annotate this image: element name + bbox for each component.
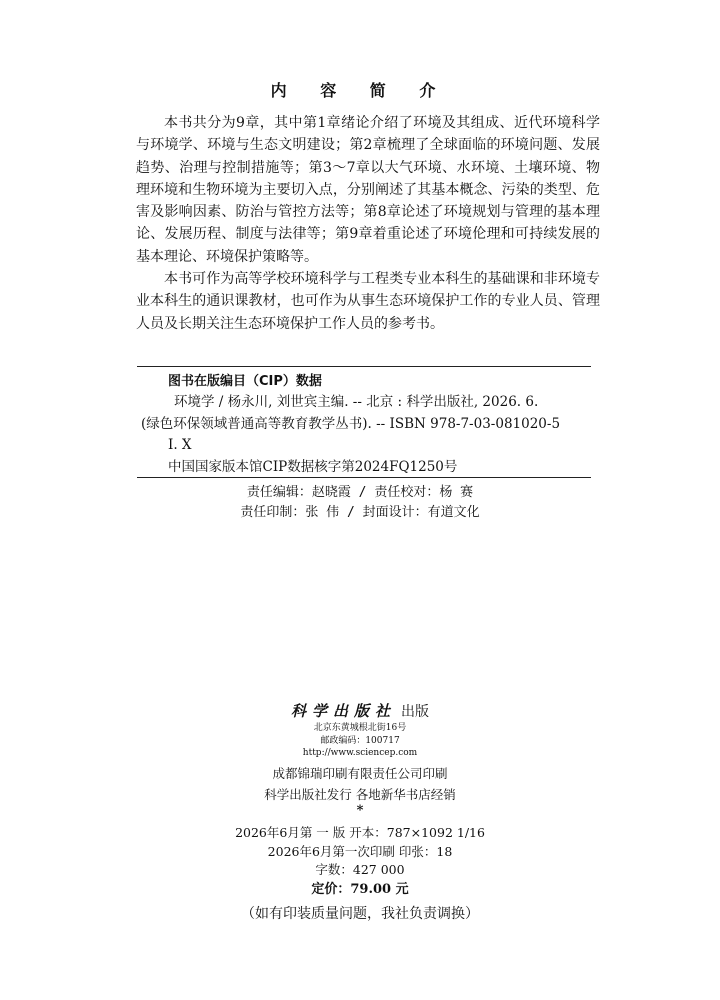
cip-line-1: 环境学 / 杨永川, 刘世宾主编. -- 北京 : 科学出版社, 2026. 6. <box>174 394 539 411</box>
cip-line-3: Ⅰ. X <box>168 437 192 454</box>
publisher-logo: 科学出版社 <box>290 702 396 720</box>
quality-note: （如有印装质量问题，我社负责调换） <box>241 906 479 922</box>
publisher-url: http://www.sciencep.com <box>302 748 418 758</box>
publisher-line <box>0 700 720 721</box>
cip-line-4: 中国国家版本馆CIP数据核字第2024FQ1250号 <box>168 458 458 475</box>
intro-section <box>136 112 600 335</box>
editors-line-1: 责任编辑：赵晓霞 / 责任校对：杨 赛 <box>246 485 474 500</box>
intro-paragraph-2: 本书可作为高等学校环境科学与工程类专业本科生的基础课和非环境专业本科生的通识课教材，也可作为从事生态环境保护工作的专业人员、管理人员及长期关注生态环境保护工作人员的参考书。 <box>136 271 600 332</box>
cip-line-2: (绿色环保领域普通高等教育教学丛书). -- ISBN 978-7-03-081020-5 <box>141 415 561 432</box>
editors-line-2: 责任印制：张 伟 / 封面设计：有道文化 <box>240 505 480 520</box>
publisher-address: 北京东黄城根北街16号 <box>313 723 407 733</box>
cip-top-rule <box>137 366 591 367</box>
cip-heading: 图书在版编目（CIP）数据 <box>168 374 322 389</box>
cip-block <box>137 371 591 478</box>
price-line: 定价：79.00 元 <box>311 882 409 897</box>
separator-star: * <box>356 803 364 818</box>
intro-paragraph-1: 本书共分为9章，其中第1章绪论介绍了环境及其组成、近代环境科学与环境学、环境与生态文明建设；第2章梳理了全球面临的环境问题、发展趋势、治理与控制措施等；第3～7章以大气环境、水环境、土壤环境、物理环境和生物环境为主要切入点，分别阐述了其基本概念、污染的类型、危害及影响因素、防治与管控方法等；第8章论述了环境规划与管理的基本理论、发展历程、制度与法律等；第9章着重论述了环境伦理和可持续发展的基本理论、环境保护策略等。 <box>136 115 600 265</box>
wordcount-line: 字数：427 000 <box>315 862 405 877</box>
publisher-postcode: 邮政编码：100717 <box>320 736 400 746</box>
cip-bottom-rule <box>137 477 591 478</box>
printing-line: 2026年6月第一次印刷 印张：18 <box>267 844 453 859</box>
printer-line: 成都锦瑞印刷有限责任公司印刷 <box>272 766 448 781</box>
distributor-line: 科学出版社发行 各地新华书店经销 <box>264 787 456 802</box>
edition-line: 2026年6月第 一 版 开本：787×1092 1/16 <box>235 825 485 840</box>
publisher-suffix: 出版 <box>401 704 430 720</box>
page-title: 内 容 简 介 <box>270 81 450 100</box>
